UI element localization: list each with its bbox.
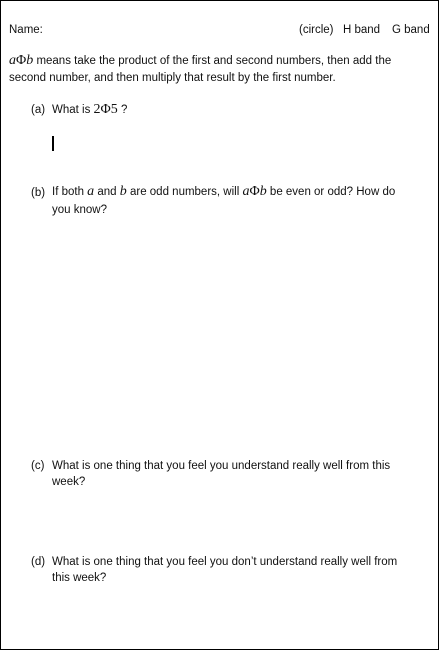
definition-var-b: b — [26, 53, 34, 68]
band-h-option[interactable]: H band — [343, 24, 381, 36]
question-a-expr-left: 2 — [93, 102, 101, 117]
question-d-label: (d) — [31, 556, 46, 568]
question-b-var-b: b — [119, 184, 127, 199]
question-c-line-2: week? — [52, 476, 86, 488]
question-a-qmark: ? — [120, 104, 128, 116]
name-label: Name: — [9, 24, 43, 36]
definition-var-a: a — [9, 53, 16, 68]
question-b-expr-a: a — [242, 184, 250, 199]
definition-text-1: means take the product of the first and second numbers, then add the — [36, 55, 392, 67]
question-d-line-1: What is one thing that you feel you don’t understand really well from — [52, 556, 398, 568]
question-b-label: (b) — [31, 187, 46, 199]
question-b-text-3: are odd numbers, will — [129, 186, 240, 198]
question-b-text-1: If both — [52, 186, 84, 198]
question-a-prefix: What is — [52, 104, 91, 116]
text-cursor[interactable] — [52, 136, 54, 151]
question-b-text-2: and — [97, 186, 117, 198]
question-b-line-1 — [52, 184, 395, 200]
question-a-text — [52, 102, 127, 118]
definition-line-1 — [9, 53, 391, 69]
definition-text-2: second number, and then multiply that result by the first number. — [9, 72, 336, 84]
question-a-expr-right: 5 — [110, 102, 118, 117]
circle-label: (circle) — [299, 24, 334, 36]
phi-operator: Φ — [16, 53, 27, 68]
question-d-line-2: this week? — [52, 572, 107, 584]
question-b-expr-b: b — [259, 184, 267, 199]
question-b-line-2: you know? — [52, 204, 107, 216]
question-b-var-a: a — [87, 184, 95, 199]
question-b-expr-op: Φ — [249, 184, 260, 199]
question-a-label: (a) — [31, 104, 46, 116]
question-a-expr-op: Φ — [100, 102, 111, 117]
question-c-label: (c) — [31, 460, 45, 472]
question-b-text-4: be even or odd? How do — [269, 186, 396, 198]
band-g-option[interactable]: G band — [392, 24, 430, 36]
question-c-line-1: What is one thing that you feel you understand really well from this — [52, 460, 391, 472]
